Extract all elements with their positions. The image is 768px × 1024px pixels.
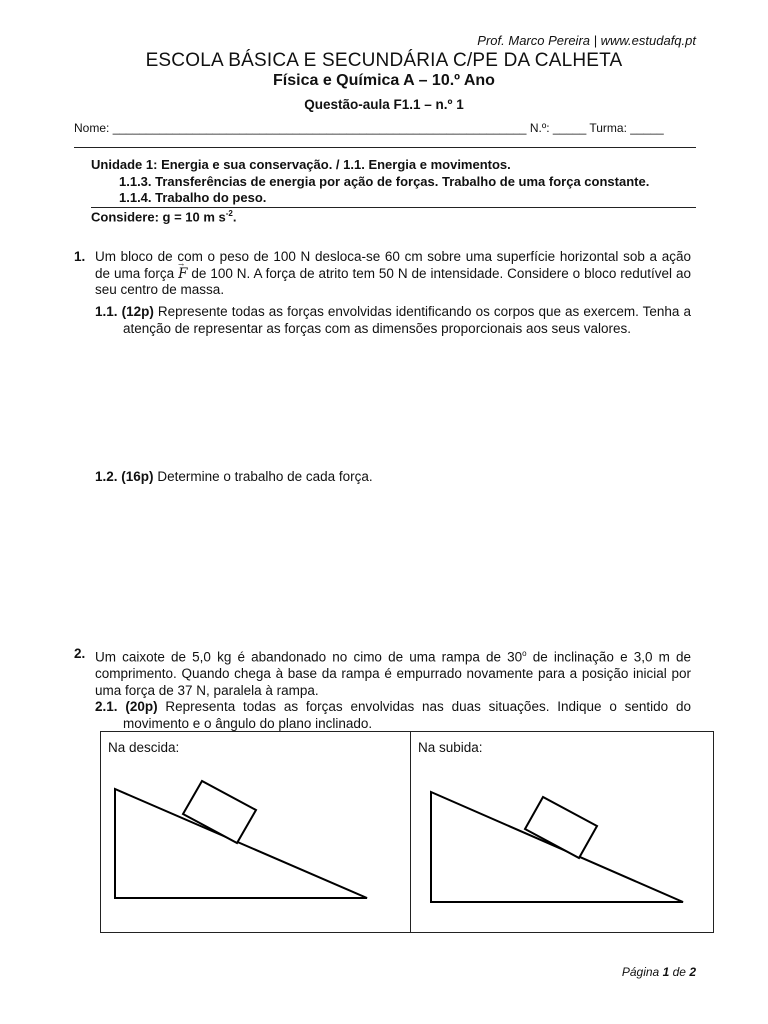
q2-number: 2.: [74, 646, 86, 661]
q1-2-points: (16p): [121, 469, 154, 484]
class-field: _____: [630, 121, 664, 135]
crate-ascent: [525, 797, 597, 858]
name-field: ______________________________________________________________: [112, 121, 527, 135]
header-divider: [74, 147, 696, 148]
q1-1: [95, 304, 691, 337]
q1-2-text: Determine o trabalho de cada força.: [153, 469, 373, 484]
author-credit: Prof. Marco Pereira | www.estudafq.pt: [477, 33, 696, 48]
force-vector-symbol: → F: [178, 266, 187, 282]
q2-1-points: (20p): [125, 699, 158, 714]
number-field: _____: [552, 121, 587, 135]
considere-note: Considere: g = 10 m $s^{-2}$.: [91, 209, 237, 225]
degree-sign: o: [522, 649, 527, 658]
student-id-line: [74, 121, 664, 135]
name-label: Nome:: [74, 121, 110, 135]
incline-diagram-box: [100, 731, 714, 933]
q1-statement: Um bloco de com o peso de 100 N desloca-se 60 cm sobre uma superfície horizontal sob a ação de uma força → F de 100 N. A força de atrito tem 50 N de intensidade. Considere o bloco redutível ao seu centro de massa.: [95, 249, 691, 299]
unit-divider: [91, 207, 696, 208]
page-of: de: [672, 965, 686, 979]
panel-label-ascent: Na subida:: [418, 740, 483, 755]
q2-statement: Um caixote de 5,0 kg é abandonado no cimo de uma rampa de 30$^o$ de inclinação e 3,0 m de comprimento. Quando chega à base da rampa é empurrado novamente para a posição inicial por uma força de 37 N, paralela à rampa.: [95, 649, 691, 698]
unit-line-3: 1.1.4. Trabalho do peso.: [119, 190, 267, 205]
q2-1-text: Representa todas as forças envolvidas nas duas situações. Indique o sentido do movimento e o ângulo do plano inclinado.: [123, 699, 691, 731]
class-label: Turma:: [589, 121, 627, 135]
number-label: N.º:: [529, 121, 550, 135]
q2-1-number: 2.1.: [95, 699, 118, 714]
unit-info: [91, 157, 649, 207]
q1-2: [95, 469, 691, 486]
q2-1: [95, 699, 691, 732]
unit-line-1: Unidade 1: Energia e sua conservação. / 1.1. Energia e movimentos.: [91, 157, 511, 172]
unit-line-2: 1.1.3. Transferências de energia por ação de forças. Trabalho de uma força constante.: [119, 173, 650, 189]
page-footer: [622, 965, 696, 979]
assessment-title: Questão-aula F1.1 – n.º 1: [304, 97, 464, 112]
q1-2-number: 1.2.: [95, 469, 118, 484]
page-word: Página: [621, 965, 660, 979]
panel-label-descent: Na descida:: [108, 740, 180, 755]
q1-1-number: 1.1.: [95, 304, 118, 319]
subject-title: Física e Química A – 10.º Ano: [273, 72, 495, 89]
considere-exponent: -2: [225, 209, 233, 218]
q1-number: 1.: [74, 249, 86, 264]
school-name: ESCOLA BÁSICA E SECUNDÁRIA C/PE DA CALHETA: [145, 50, 623, 71]
q1-1-points: (12p): [121, 304, 154, 319]
incline-diagram: [101, 732, 713, 932]
page-current: 1: [662, 965, 670, 979]
crate-descent: [183, 781, 256, 843]
q1-1-text: Represente todas as forças envolvidas identificando os corpos que as exercem. Tenha a atenção de representar as forças com as dimensões proporcionais aos seus valores.: [123, 304, 691, 336]
page-total: 2: [689, 965, 696, 979]
